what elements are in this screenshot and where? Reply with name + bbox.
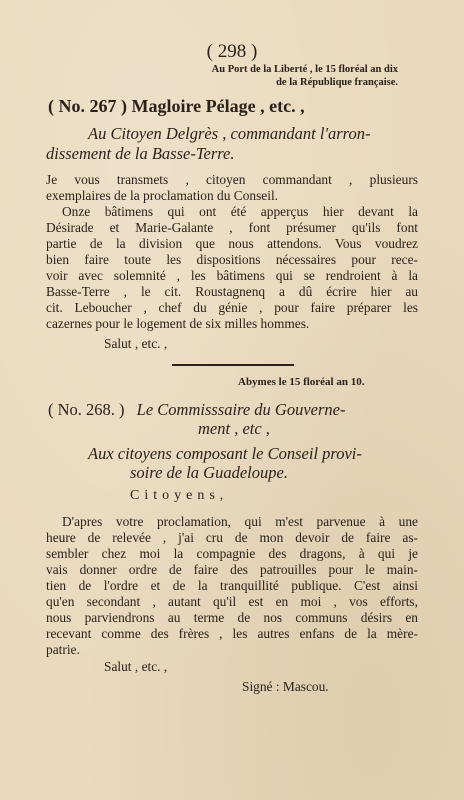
page-number: ( 298 )	[206, 41, 258, 62]
place-date-line-2: de la République française.	[276, 77, 398, 89]
doc-267-body-line: cit. Leboucher , chef du génie , pour faire préparer les	[46, 300, 418, 315]
doc-268-salutation: Citoyens,	[130, 488, 229, 503]
doc-267-addressee-line-1: Au Citoyen Delgrès , commandant l'arron-	[88, 124, 371, 143]
place-date	[212, 63, 398, 89]
doc-268-heading-line-2-text: ment , etc ,	[198, 419, 270, 438]
doc-268-heading-title: Le Commisssaire du Gouverne-	[136, 400, 346, 419]
doc-268-addressee-line-2: soire de la Guadeloupe.	[130, 463, 288, 482]
doc-268-body-line: vais donner ordre de faire des patrouilles pour le main-	[46, 562, 418, 577]
doc-268-body-line: qu'en secondant , autant qu'il est en moi , vos efforts,	[46, 594, 418, 609]
doc-267-body-line: Basse-Terre , le cit. Roustagnenq a dû écrire hier au	[46, 284, 418, 299]
doc-268-date-line: Abymes le 15 floréal an 10.	[238, 376, 365, 388]
doc-267-body-line: Je vous transmets , citoyen commandant , plusieurs	[46, 172, 418, 187]
doc-267-body-line: Onze bâtimens qui ont été apperçus hier devant la	[62, 204, 418, 219]
doc-268-heading-number: ( No. 268. )	[48, 400, 125, 419]
section-divider	[172, 364, 294, 366]
place-date-line-1: Au Port de la Liberté , le 15 floréal an dix	[211, 64, 398, 75]
doc-268-heading	[48, 402, 345, 419]
doc-267-addressee-line-2: dissement de la Basse-Terre.	[46, 144, 235, 163]
doc-268-addressee-line-1: Aux citoyens composant le Conseil provi-	[88, 444, 362, 463]
doc-267-body-line: cazernes pour le logement de six milles hommes.	[46, 316, 310, 331]
doc-267-body-line: partie de la division que nous attendons. Vous voudrez	[46, 236, 418, 251]
doc-267-body-line: Désirade et Marie-Galante , font présumer qu'ils font	[46, 220, 418, 235]
doc-268-body-line: sembler chez moi la compagnie des dragons, à qui je	[46, 546, 418, 561]
doc-268-signature: Signé : Mascou.	[242, 679, 329, 694]
doc-267-body-line: exemplaires de la proclamation du Conseil.	[46, 188, 279, 203]
doc-268-closing: Salut , etc. ,	[104, 659, 168, 674]
doc-268-body-line: tien de l'ordre et de la tranquillité publique. C'est ainsi	[46, 578, 418, 593]
doc-268-body-line: nous parviendrons au terme de nos communs désirs en	[46, 610, 418, 625]
doc-268-body-line: patrie.	[46, 642, 80, 657]
doc-267-body-line: bien faire toute les dispositions nécessaires pour rece-	[46, 252, 418, 267]
doc-267-body-line: voir avec solemnité , les bâtimens qui se rendroient à la	[46, 268, 418, 283]
doc-267-heading: ( No. 267 ) Magloire Pélage , etc. ,	[48, 96, 305, 116]
doc-268-body-line: recevant comme des frères , les autres enfans de la mère-	[46, 626, 418, 641]
doc-267-closing: Salut , etc. ,	[104, 336, 168, 351]
doc-268-body-line: heure de relevée , j'ai cru de mon devoir de faire as-	[46, 530, 418, 545]
doc-268-body-line: D'apres votre proclamation, qui m'est parvenue à une	[62, 514, 418, 529]
doc-268-heading-line-2	[198, 421, 270, 438]
